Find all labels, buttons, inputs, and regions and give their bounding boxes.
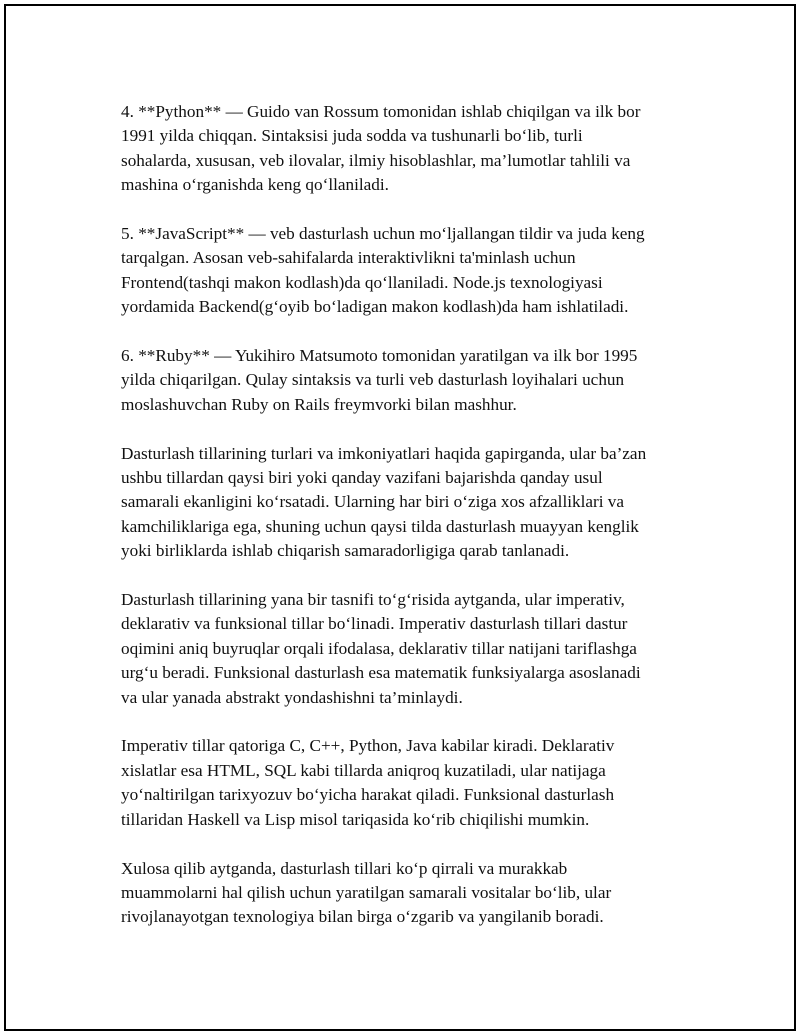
paragraph-language-types <box>121 442 706 564</box>
paragraph-javascript <box>121 222 706 320</box>
text-line: tarqalgan. Asosan veb-sahifalarda interaktivlikni ta'minlash uchun <box>121 248 576 268</box>
text-line: Frontend(tashqi makon kodlash)da qo‘llaniladi. Node.js texnologiyasi <box>121 272 603 292</box>
document-body <box>121 100 706 930</box>
text-line: yoki birliklarda ishlab chiqarish samaradorligiga qarab tanlanadi. <box>121 541 570 561</box>
text-line: deklarativ va funksional tillar bo‘linadi. Imperativ dasturlash tillari dastur <box>121 614 628 634</box>
paragraph-classification <box>121 588 706 710</box>
text-line: Dasturlash tillarining turlari va imkoniyatlari haqida gapirganda, ular ba’zan <box>121 443 647 463</box>
text-line: 5. **JavaScript** — veb dasturlash uchun mo‘ljallangan tildir va juda keng <box>121 224 645 244</box>
text-line: tillaridan Haskell va Lisp misol tariqasida ko‘rib chiqilishi mumkin. <box>121 809 590 829</box>
text-line: Dasturlash tillarining yana bir tasnifi to‘g‘risida aytganda, ular imperativ, <box>121 590 625 610</box>
paragraph-examples <box>121 734 706 832</box>
text-line: ushbu tillardan qaysi biri yoki qanday vazifani bajarishda qanday usul <box>121 468 603 488</box>
text-line: samarali ekanligini ko‘rsatadi. Ularning har biri o‘ziga xos afzalliklari va <box>121 492 625 512</box>
text-line: va ular yanada abstrakt yondashishni ta’minlaydi. <box>121 687 463 707</box>
text-line: xislatlar esa HTML, SQL kabi tillarda aniqroq kuzatiladi, ular natijaga <box>121 760 606 780</box>
text-line: yordamida Backend(g‘oyib bo‘ladigan makon kodlash)da ham ishlatiladi. <box>121 297 629 317</box>
text-line: Imperativ tillar qatoriga C, C++, Python, Java kabilar kiradi. Deklarativ <box>121 736 615 756</box>
text-line: 4. **Python** — Guido van Rossum tomonidan ishlab chiqilgan va ilk bor <box>121 102 641 121</box>
text-line: yo‘naltirilgan tarixyozuv bo‘yicha harakat qiladi. Funksional dasturlash <box>121 785 615 805</box>
text-line: kamchiliklariga ega, shuning uchun qaysi tilda dasturlash muayyan kenglik <box>121 516 639 536</box>
text-line: sohalarda, xususan, veb ilovalar, ilmiy hisoblashlar, ma’lumotlar tahlili va <box>121 150 631 170</box>
text-line: 6. **Ruby** — Yukihiro Matsumoto tomonidan yaratilgan va ilk bor 1995 <box>121 346 638 366</box>
text-line: 1991 yilda chiqqan. Sintaksisi juda sodda va tushunarli bo‘lib, turli <box>121 126 583 146</box>
paragraph-python <box>121 100 706 198</box>
page-frame <box>4 4 796 1031</box>
paragraph-conclusion <box>121 857 706 930</box>
text-line: moslashuvchan Ruby on Rails freymvorki bilan mashhur. <box>121 394 517 414</box>
text-line: yilda chiqarilgan. Qulay sintaksis va turli veb dasturlash loyihalari uchun <box>121 370 625 390</box>
text-line: mashina o‘rganishda keng qo‘llaniladi. <box>121 175 389 195</box>
text-line: oqimini aniq buyruqlar orqali ifodalasa, deklarativ tillar natijani tariflashga <box>121 638 637 658</box>
text-line: muammolarni hal qilish uchun yaratilgan samarali vositalar bo‘lib, ular <box>121 882 612 902</box>
text-line: rivojlanayotgan texnologiya bilan birga o‘zgarib va yangilanib boradi. <box>121 907 604 927</box>
text-line: urg‘u beradi. Funksional dasturlash esa matematik funksiyalarga asoslanadi <box>121 663 641 683</box>
text-line: Xulosa qilib aytganda, dasturlash tillari ko‘p qirrali va murakkab <box>121 858 568 878</box>
paragraph-ruby <box>121 344 706 417</box>
